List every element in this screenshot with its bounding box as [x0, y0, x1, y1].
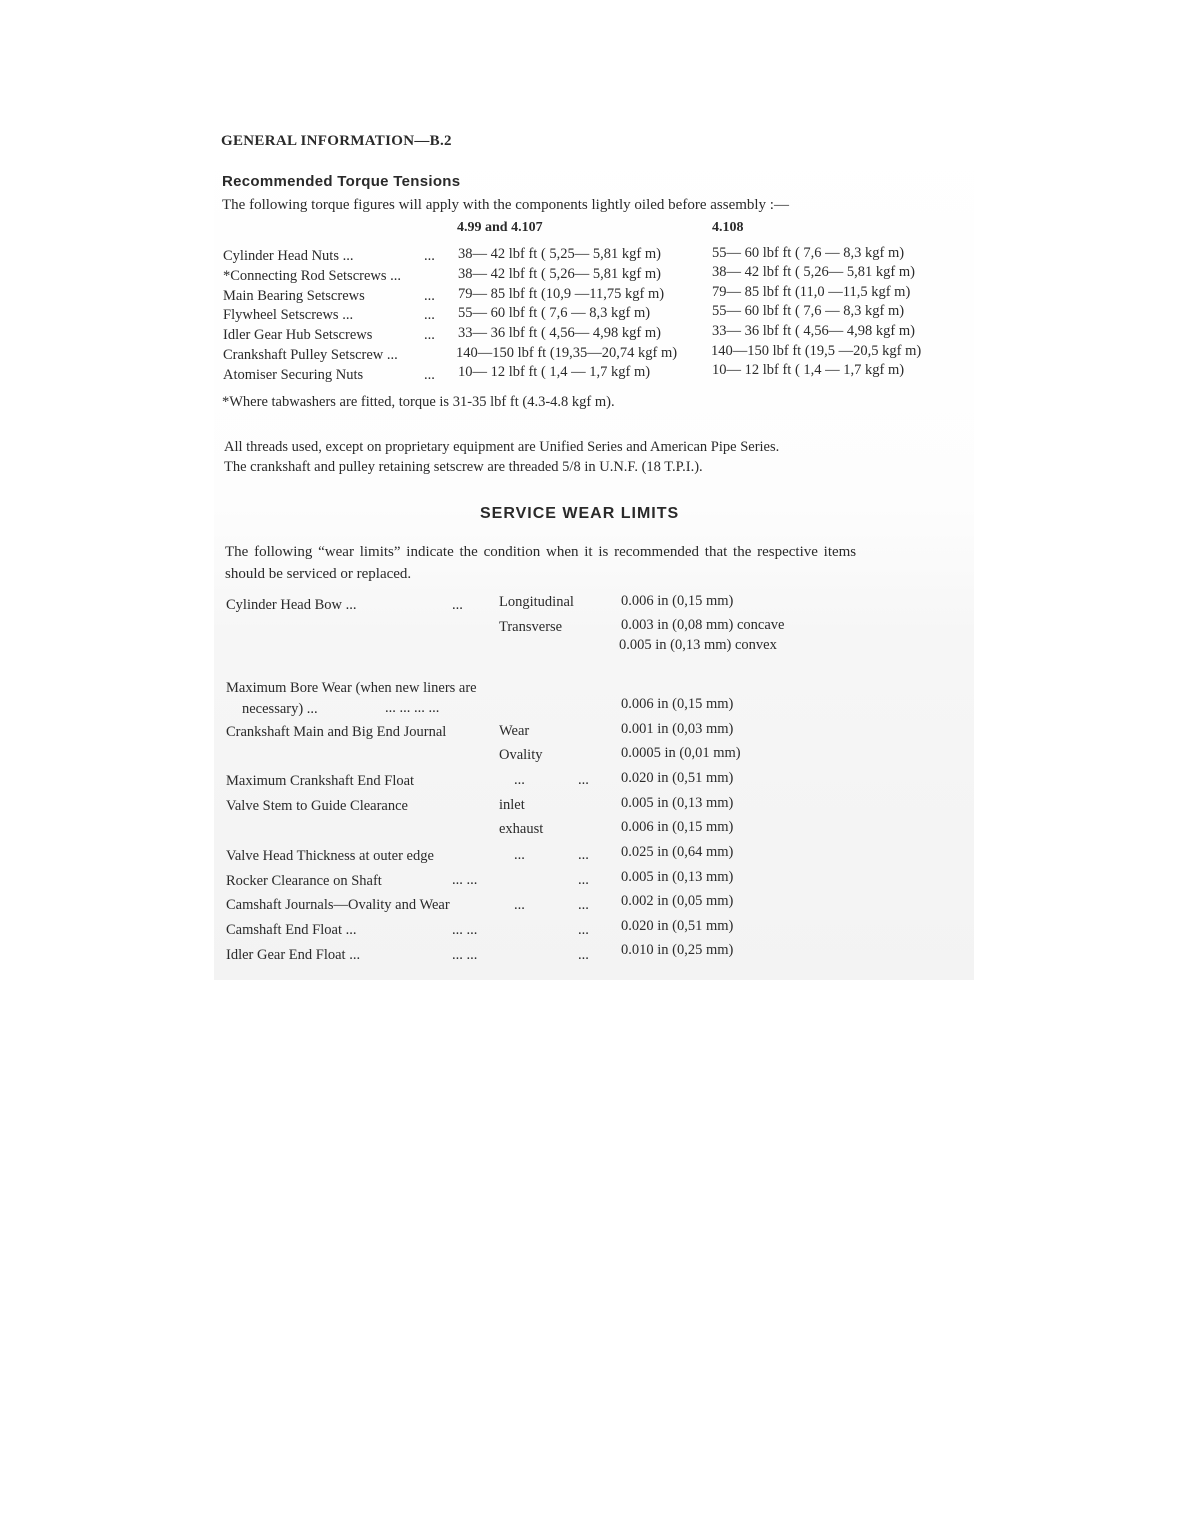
wear-sublabel: Transverse: [499, 619, 563, 635]
wear-dots: ... ... ... ...: [385, 700, 440, 716]
wear-value: 0.005 in (0,13 mm): [621, 869, 734, 885]
wear-limits-title: SERVICE WEAR LIMITS: [480, 505, 680, 522]
torque-row-label: Main Bearing Setscrews: [223, 288, 365, 304]
wear-label: Valve Head Thickness at outer edge: [226, 848, 434, 864]
wear-dots: ...: [578, 847, 589, 863]
wear-sublabel: exhaust: [499, 821, 544, 837]
torque-row-value-4107: 79— 85 lbf ft (10,9 —11,75 kgf m): [458, 286, 665, 302]
wear-dots: ... ...: [452, 872, 478, 888]
threads-line-2: The crankshaft and pulley retaining setscrew are threaded 5/8 in U.N.F. (18 T.P.I.).: [224, 459, 703, 475]
wear-value: 0.005 in (0,13 mm): [621, 795, 734, 811]
torque-row-value-4107: 33— 36 lbf ft ( 4,56— 4,98 kgf m): [458, 325, 661, 341]
torque-row-value-4107: 38— 42 lbf ft ( 5,25— 5,81 kgf m): [458, 246, 661, 262]
wear-label: Crankshaft Main and Big End Journal: [226, 724, 447, 740]
wear-value: 0.020 in (0,51 mm): [621, 770, 734, 786]
wear-dots: ...: [514, 847, 525, 863]
wear-value: 0.005 in (0,13 mm) convex: [619, 637, 777, 653]
wear-label: Valve Stem to Guide Clearance: [226, 798, 408, 814]
torque-row-label: *Connecting Rod Setscrews ...: [223, 268, 402, 284]
wear-value: 0.0005 in (0,01 mm): [621, 745, 741, 761]
wear-dots: ...: [578, 872, 589, 888]
wear-value: 0.006 in (0,15 mm): [621, 819, 734, 835]
wear-label: Idler Gear End Float ...: [226, 947, 361, 963]
torque-row-value-4107: 140—150 lbf ft (19,35—20,74 kgf m): [456, 345, 678, 361]
torque-row-value-4107: 38— 42 lbf ft ( 5,26— 5,81 kgf m): [458, 266, 661, 282]
wear-label: Maximum Bore Wear (when new liners are: [226, 680, 477, 696]
wear-dots: ... ...: [452, 922, 478, 938]
torque-row-value-4108: 10— 12 lbf ft ( 1,4 — 1,7 kgf m): [712, 362, 905, 378]
torque-intro: The following torque figures will apply with the components lightly oiled before assembly :—: [222, 197, 789, 213]
wear-value: 0.001 in (0,03 mm): [621, 721, 734, 737]
wear-dots: ...: [578, 947, 589, 963]
wear-value: 0.006 in (0,15 mm): [621, 696, 734, 712]
wear-value: 0.025 in (0,64 mm): [621, 844, 734, 860]
torque-footnote: *Where tabwashers are fitted, torque is 31-35 lbf ft (4.3-4.8 kgf m).: [222, 394, 615, 410]
wear-sublabel: inlet: [499, 797, 525, 813]
torque-row-value-4108: 38— 42 lbf ft ( 5,26— 5,81 kgf m): [712, 264, 915, 280]
torque-row-value-4108: 140—150 lbf ft (19,5 —20,5 kgf m): [711, 343, 922, 359]
wear-dots: ...: [514, 772, 525, 788]
torque-row-value-4107: 10— 12 lbf ft ( 1,4 — 1,7 kgf m): [458, 364, 651, 380]
wear-dots: ...: [578, 897, 589, 913]
wear-label: Camshaft End Float ...: [226, 922, 357, 938]
torque-row-dots: ...: [424, 307, 435, 323]
wear-value: 0.003 in (0,08 mm) concave: [621, 617, 785, 633]
page-header: GENERAL INFORMATION—B.2: [221, 133, 452, 149]
wear-intro-line-2: should be serviced or replaced.: [225, 566, 412, 582]
torque-row-label: Flywheel Setscrews ...: [223, 307, 354, 323]
threads-line-1: All threads used, except on proprietary equipment are Unified Series and American Pipe Series.: [224, 439, 780, 455]
wear-dots: ... ...: [452, 947, 478, 963]
torque-col1-header: 4.99 and 4.107: [457, 220, 543, 235]
wear-value: 0.020 in (0,51 mm): [621, 918, 734, 934]
torque-row-value-4108: 55— 60 lbf ft ( 7,6 — 8,3 kgf m): [712, 303, 905, 319]
wear-value: 0.002 in (0,05 mm): [621, 893, 734, 909]
wear-label: necessary) ...: [242, 701, 318, 717]
wear-dots: ...: [514, 897, 525, 913]
torque-row-dots: ...: [424, 288, 435, 304]
wear-dots: ...: [578, 772, 589, 788]
wear-value: 0.006 in (0,15 mm): [621, 593, 734, 609]
wear-label: Camshaft Journals—Ovality and Wear: [226, 897, 450, 913]
wear-sublabel: Ovality: [499, 747, 543, 763]
torque-row-value-4108: 33— 36 lbf ft ( 4,56— 4,98 kgf m): [712, 323, 915, 339]
wear-value: 0.010 in (0,25 mm): [621, 942, 734, 958]
torque-row-dots: ...: [424, 248, 435, 264]
torque-row-label: Crankshaft Pulley Setscrew ...: [223, 347, 398, 363]
wear-sublabel: Wear: [499, 723, 530, 739]
torque-row-label: Idler Gear Hub Setscrews: [223, 327, 373, 343]
wear-intro-line-1: The following “wear limits” indicate the condition when it is recommended that the respective items: [225, 544, 857, 560]
wear-dots: ...: [452, 597, 463, 613]
torque-row-value-4108: 55— 60 lbf ft ( 7,6 — 8,3 kgf m): [712, 245, 905, 261]
torque-row-value-4107: 55— 60 lbf ft ( 7,6 — 8,3 kgf m): [458, 305, 651, 321]
wear-sublabel: Longitudinal: [499, 594, 574, 610]
torque-title: Recommended Torque Tensions: [222, 173, 461, 190]
wear-label: Cylinder Head Bow ...: [226, 597, 357, 613]
wear-dots: ...: [578, 922, 589, 938]
wear-label: Rocker Clearance on Shaft: [226, 873, 382, 889]
torque-row-label: Atomiser Securing Nuts: [223, 367, 364, 383]
torque-row-dots: ...: [424, 367, 435, 383]
wear-label: Maximum Crankshaft End Float: [226, 773, 415, 789]
torque-col2-header: 4.108: [712, 220, 744, 235]
torque-row-dots: ...: [424, 327, 435, 343]
torque-row-label: Cylinder Head Nuts ...: [223, 248, 354, 264]
torque-row-value-4108: 79— 85 lbf ft (11,0 —11,5 kgf m): [712, 284, 911, 300]
